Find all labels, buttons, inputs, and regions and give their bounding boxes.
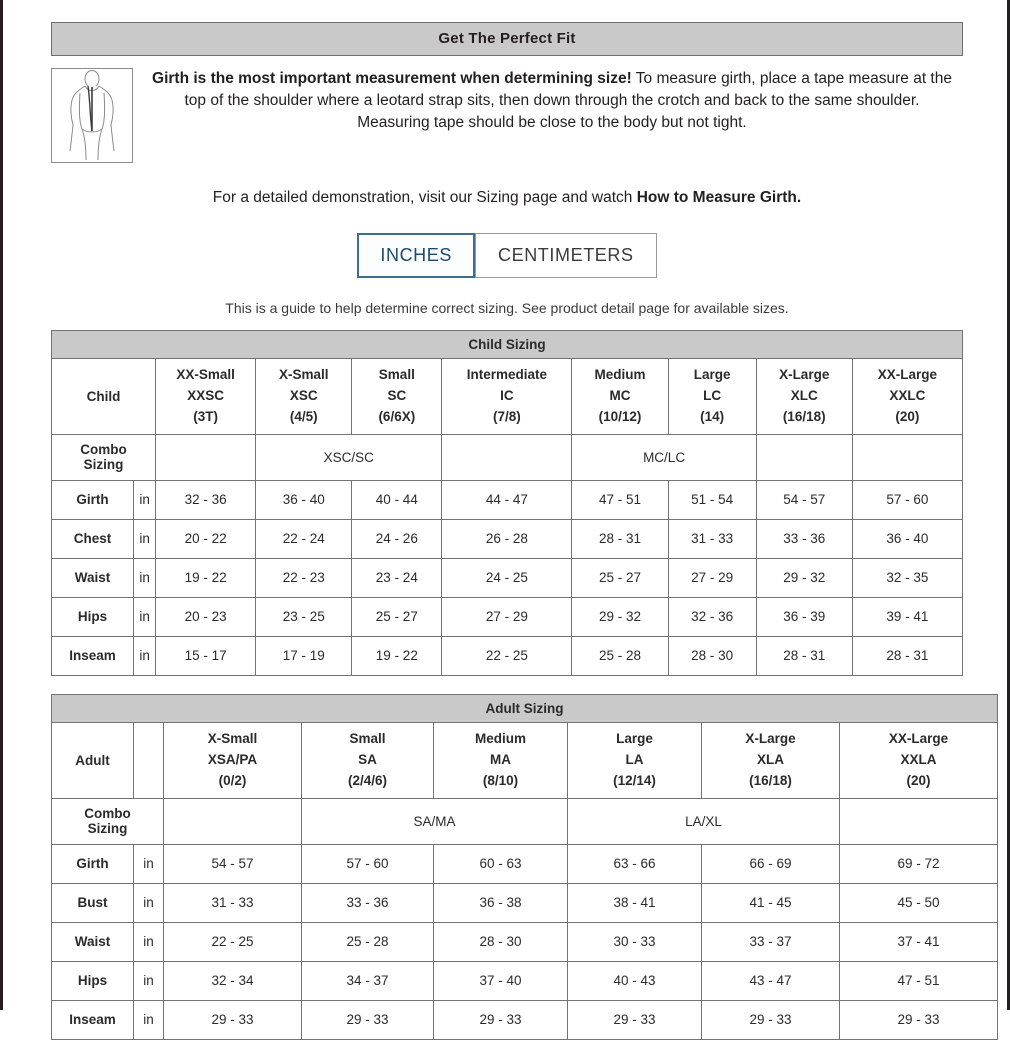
adult-row-1-v3: 38 - 41 (568, 883, 702, 922)
child-col-6-l3: (16/18) (782, 408, 826, 424)
adult-col-2-l2: MA (490, 751, 511, 767)
child-row-2-v7: 32 - 35 (852, 558, 962, 597)
adult-row-4-label: Inseam (52, 1000, 134, 1039)
adult-row-0-v3: 63 - 66 (568, 844, 702, 883)
table-row (52, 519, 963, 558)
child-sizing-table (51, 330, 963, 676)
adult-combo-label (52, 798, 164, 844)
child-col-7-l1: XX-Large (877, 367, 938, 382)
child-row-0-v3: 44 - 47 (442, 480, 572, 519)
adult-col-5-l2: XXLA (900, 751, 937, 767)
child-col-6 (756, 359, 852, 435)
child-row-3-label: Hips (52, 597, 134, 636)
adult-table-header-row (52, 722, 998, 798)
child-col-4-l1: Medium (594, 367, 646, 382)
adult-row-3-unit: in (134, 961, 164, 1000)
child-col-1-l2: XSC (289, 387, 318, 403)
child-row-0-v6: 54 - 57 (756, 480, 852, 519)
adult-row-2-v2: 28 - 30 (434, 922, 568, 961)
child-col-2-l1: Small (378, 367, 415, 382)
adult-col-2 (434, 722, 568, 798)
child-row-0-v5: 51 - 54 (668, 480, 756, 519)
unit-centimeters-button[interactable]: CENTIMETERS (475, 233, 657, 278)
child-row-3-v1: 23 - 25 (256, 597, 352, 636)
child-row-2-v4: 25 - 27 (572, 558, 668, 597)
adult-col-3-l2: LA (625, 751, 644, 767)
child-col-3 (442, 359, 572, 435)
child-row-4-unit: in (134, 636, 156, 675)
adult-col-4-l1: X-Large (745, 730, 796, 746)
adult-col-3 (568, 722, 702, 798)
child-row-4-v2: 19 - 22 (352, 636, 442, 675)
child-row-2-v1: 22 - 23 (256, 558, 352, 597)
child-row-3-v0: 20 - 23 (156, 597, 256, 636)
child-col-6-l1: X-Large (779, 367, 830, 382)
child-row-2-v5: 27 - 29 (668, 558, 756, 597)
child-row-1-v7: 36 - 40 (852, 519, 962, 558)
adult-header-label: Adult (52, 722, 134, 798)
adult-row-3-label: Hips (52, 961, 134, 1000)
adult-row-1-v4: 41 - 45 (702, 883, 840, 922)
adult-row-0-v2: 60 - 63 (434, 844, 568, 883)
table-row (52, 961, 998, 1000)
adult-row-3-v3: 40 - 43 (568, 961, 702, 1000)
child-row-3-unit: in (134, 597, 156, 636)
adult-row-1-unit: in (134, 883, 164, 922)
child-row-2-label: Waist (52, 558, 134, 597)
child-combo-2: MC/LC (572, 434, 756, 480)
child-row-3-v3: 27 - 29 (442, 597, 572, 636)
child-col-1 (256, 359, 352, 435)
page-title: Get The Perfect Fit (51, 22, 963, 56)
child-row-1-v4: 28 - 31 (572, 519, 668, 558)
adult-row-2-v4: 33 - 37 (702, 922, 840, 961)
child-row-4-v6: 28 - 31 (756, 636, 852, 675)
table-row (52, 844, 998, 883)
adult-row-2-label: Waist (52, 922, 134, 961)
adult-row-1-v0: 31 - 33 (164, 883, 302, 922)
child-table-header-row (52, 359, 963, 435)
child-row-0-v4: 47 - 51 (572, 480, 668, 519)
adult-row-4-v1: 29 - 33 (302, 1000, 434, 1039)
child-combo-row (52, 434, 963, 480)
adult-col-2-l3: (8/10) (482, 772, 519, 788)
child-col-4-l3: (10/12) (598, 408, 642, 424)
child-col-4-l2: MC (609, 387, 631, 403)
child-row-4-v7: 28 - 31 (852, 636, 962, 675)
child-col-1-l1: X-Small (278, 367, 329, 382)
child-row-1-v6: 33 - 36 (756, 519, 852, 558)
child-col-3-l1: Intermediate (466, 367, 548, 382)
child-row-0-v0: 32 - 36 (156, 480, 256, 519)
child-row-3-v2: 25 - 27 (352, 597, 442, 636)
adult-row-3-v2: 37 - 40 (434, 961, 568, 1000)
child-col-0 (156, 359, 256, 435)
adult-row-1-v1: 33 - 36 (302, 883, 434, 922)
adult-combo-2: LA/XL (568, 798, 840, 844)
adult-combo-blank-1 (840, 798, 998, 844)
child-row-4-v0: 15 - 17 (156, 636, 256, 675)
adult-col-5 (840, 722, 998, 798)
adult-sizing-table (51, 694, 998, 1040)
adult-row-0-v1: 57 - 60 (302, 844, 434, 883)
adult-row-0-label: Girth (52, 844, 134, 883)
adult-col-4 (702, 722, 840, 798)
intro-body: To measure girth, place a tape measure at the top of the shoulder where a leotard strap sits, then down through the crotch and back to the same shoulder. Measuring tape should be close to the body but not tight. (184, 70, 952, 131)
adult-combo-label-l2: Sizing (87, 821, 128, 837)
adult-col-4-l2: XLA (757, 751, 784, 767)
child-col-5-l2: LC (703, 387, 722, 403)
child-col-0-l3: (3T) (193, 408, 219, 424)
child-row-4-label: Inseam (52, 636, 134, 675)
child-row-1-unit: in (134, 519, 156, 558)
intro-paragraph (147, 68, 963, 134)
adult-col-3-l1: Large (616, 730, 653, 746)
child-row-2-unit: in (134, 558, 156, 597)
adult-row-2-v1: 25 - 28 (302, 922, 434, 961)
child-col-6-l2: XLC (790, 387, 818, 403)
adult-col-2-l1: Medium (474, 730, 526, 746)
child-row-0-v1: 36 - 40 (256, 480, 352, 519)
unit-inches-button[interactable]: INCHES (357, 233, 475, 278)
child-row-3-v6: 36 - 39 (756, 597, 852, 636)
child-row-1-v5: 31 - 33 (668, 519, 756, 558)
child-combo-blank-2 (756, 434, 852, 480)
table-row (52, 558, 963, 597)
child-row-0-label: Girth (52, 480, 134, 519)
adult-row-2-unit: in (134, 922, 164, 961)
adult-col-0-l1: X-Small (207, 730, 258, 746)
adult-col-0-l3: (0/2) (218, 772, 247, 788)
child-row-3-v7: 39 - 41 (852, 597, 962, 636)
adult-row-1-label: Bust (52, 883, 134, 922)
adult-col-0-l2: XSA/PA (207, 751, 258, 767)
adult-row-1-v2: 36 - 38 (434, 883, 568, 922)
child-col-0-l1: XX-Small (176, 367, 235, 382)
leotard-figure-icon (51, 68, 133, 163)
adult-col-4-l3: (16/18) (749, 772, 792, 788)
adult-col-1-l3: (2/4/6) (347, 772, 388, 788)
unit-toggle-group[interactable] (51, 233, 963, 278)
demo-line (51, 189, 963, 207)
adult-combo-1: SA/MA (302, 798, 568, 844)
child-header-label: Child (52, 359, 156, 435)
adult-col-3-l3: (12/14) (613, 772, 656, 788)
adult-table-title: Adult Sizing (52, 694, 998, 722)
adult-row-4-unit: in (134, 1000, 164, 1039)
guide-note: This is a guide to help determine correct sizing. See product detail page for available sizes. (225, 300, 789, 316)
adult-combo-blank-0 (164, 798, 302, 844)
child-col-7-l2: XXLC (889, 387, 926, 403)
child-col-5 (668, 359, 756, 435)
child-col-3-l3: (7/8) (493, 408, 521, 424)
adult-row-4-v3: 29 - 33 (568, 1000, 702, 1039)
child-row-0-v2: 40 - 44 (352, 480, 442, 519)
child-col-2 (352, 359, 442, 435)
child-col-7 (852, 359, 962, 435)
table-row (52, 597, 963, 636)
adult-row-4-v2: 29 - 33 (434, 1000, 568, 1039)
adult-combo-label-l1: Combo (84, 806, 131, 822)
child-row-1-v2: 24 - 26 (352, 519, 442, 558)
child-col-1-l3: (4/5) (289, 408, 318, 424)
child-col-4 (572, 359, 668, 435)
adult-table-title-row (52, 694, 998, 722)
adult-row-3-v0: 32 - 34 (164, 961, 302, 1000)
child-col-3-l2: IC (500, 387, 514, 403)
adult-col-0 (164, 722, 302, 798)
adult-col-1-l1: Small (349, 730, 386, 746)
child-row-0-v7: 57 - 60 (852, 480, 962, 519)
child-row-1-v3: 26 - 28 (442, 519, 572, 558)
child-row-4-v5: 28 - 30 (668, 636, 756, 675)
child-row-3-v5: 32 - 36 (668, 597, 756, 636)
child-combo-label-l1: Combo (80, 442, 127, 458)
child-col-0-l2: XXSC (187, 387, 225, 403)
demo-link[interactable]: How to Measure Girth. (636, 189, 802, 206)
child-combo-blank-3 (852, 434, 962, 480)
child-row-2-v6: 29 - 32 (756, 558, 852, 597)
adult-row-1-v5: 45 - 50 (840, 883, 998, 922)
adult-row-0-v5: 69 - 72 (840, 844, 998, 883)
child-row-2-v0: 19 - 22 (156, 558, 256, 597)
child-row-1-label: Chest (52, 519, 134, 558)
table-row (52, 480, 963, 519)
adult-row-3-v1: 34 - 37 (302, 961, 434, 1000)
adult-row-0-v4: 66 - 69 (702, 844, 840, 883)
adult-col-5-l3: (20) (906, 772, 931, 788)
child-col-7-l3: (20) (895, 408, 920, 424)
child-row-1-v0: 20 - 22 (156, 519, 256, 558)
intro-lead: Girth is the most important measurement when determining size! (152, 70, 632, 87)
adult-row-3-v4: 43 - 47 (702, 961, 840, 1000)
adult-row-4-v4: 29 - 33 (702, 1000, 840, 1039)
adult-combo-row (52, 798, 998, 844)
child-row-4-v1: 17 - 19 (256, 636, 352, 675)
child-col-5-l3: (14) (700, 408, 725, 424)
child-row-1-v1: 22 - 24 (256, 519, 352, 558)
adult-row-2-v3: 30 - 33 (568, 922, 702, 961)
table-row (52, 922, 998, 961)
child-row-0-unit: in (134, 480, 156, 519)
adult-col-1 (302, 722, 434, 798)
child-table-title: Child Sizing (52, 331, 963, 359)
child-combo-1: XSC/SC (256, 434, 442, 480)
adult-row-3-v5: 47 - 51 (840, 961, 998, 1000)
adult-col-5-l1: XX-Large (888, 730, 949, 746)
child-combo-label-l2: Sizing (83, 457, 124, 473)
table-row (52, 636, 963, 675)
adult-row-4-v0: 29 - 33 (164, 1000, 302, 1039)
child-row-4-v3: 22 - 25 (442, 636, 572, 675)
child-combo-label (52, 434, 156, 480)
child-col-2-l2: SC (387, 387, 407, 403)
child-col-2-l3: (6/6X) (378, 408, 416, 424)
table-row (52, 1000, 998, 1039)
adult-row-2-v0: 22 - 25 (164, 922, 302, 961)
adult-row-0-v0: 54 - 57 (164, 844, 302, 883)
child-table-title-row (52, 331, 963, 359)
intro-section (51, 68, 963, 163)
child-col-5-l1: Large (693, 367, 731, 382)
child-row-2-v2: 23 - 24 (352, 558, 442, 597)
child-row-3-v4: 29 - 32 (572, 597, 668, 636)
adult-row-2-v5: 37 - 41 (840, 922, 998, 961)
adult-row-4-v5: 29 - 33 (840, 1000, 998, 1039)
child-row-2-v3: 24 - 25 (442, 558, 572, 597)
adult-row-0-unit: in (134, 844, 164, 883)
adult-header-unit-blank (134, 722, 164, 798)
table-row (52, 883, 998, 922)
demo-prefix: For a detailed demonstration, visit our Sizing page and watch (212, 189, 637, 206)
adult-col-1-l2: SA (358, 751, 377, 767)
child-combo-blank-1 (442, 434, 572, 480)
child-row-4-v4: 25 - 28 (572, 636, 668, 675)
child-combo-blank-0 (156, 434, 256, 480)
